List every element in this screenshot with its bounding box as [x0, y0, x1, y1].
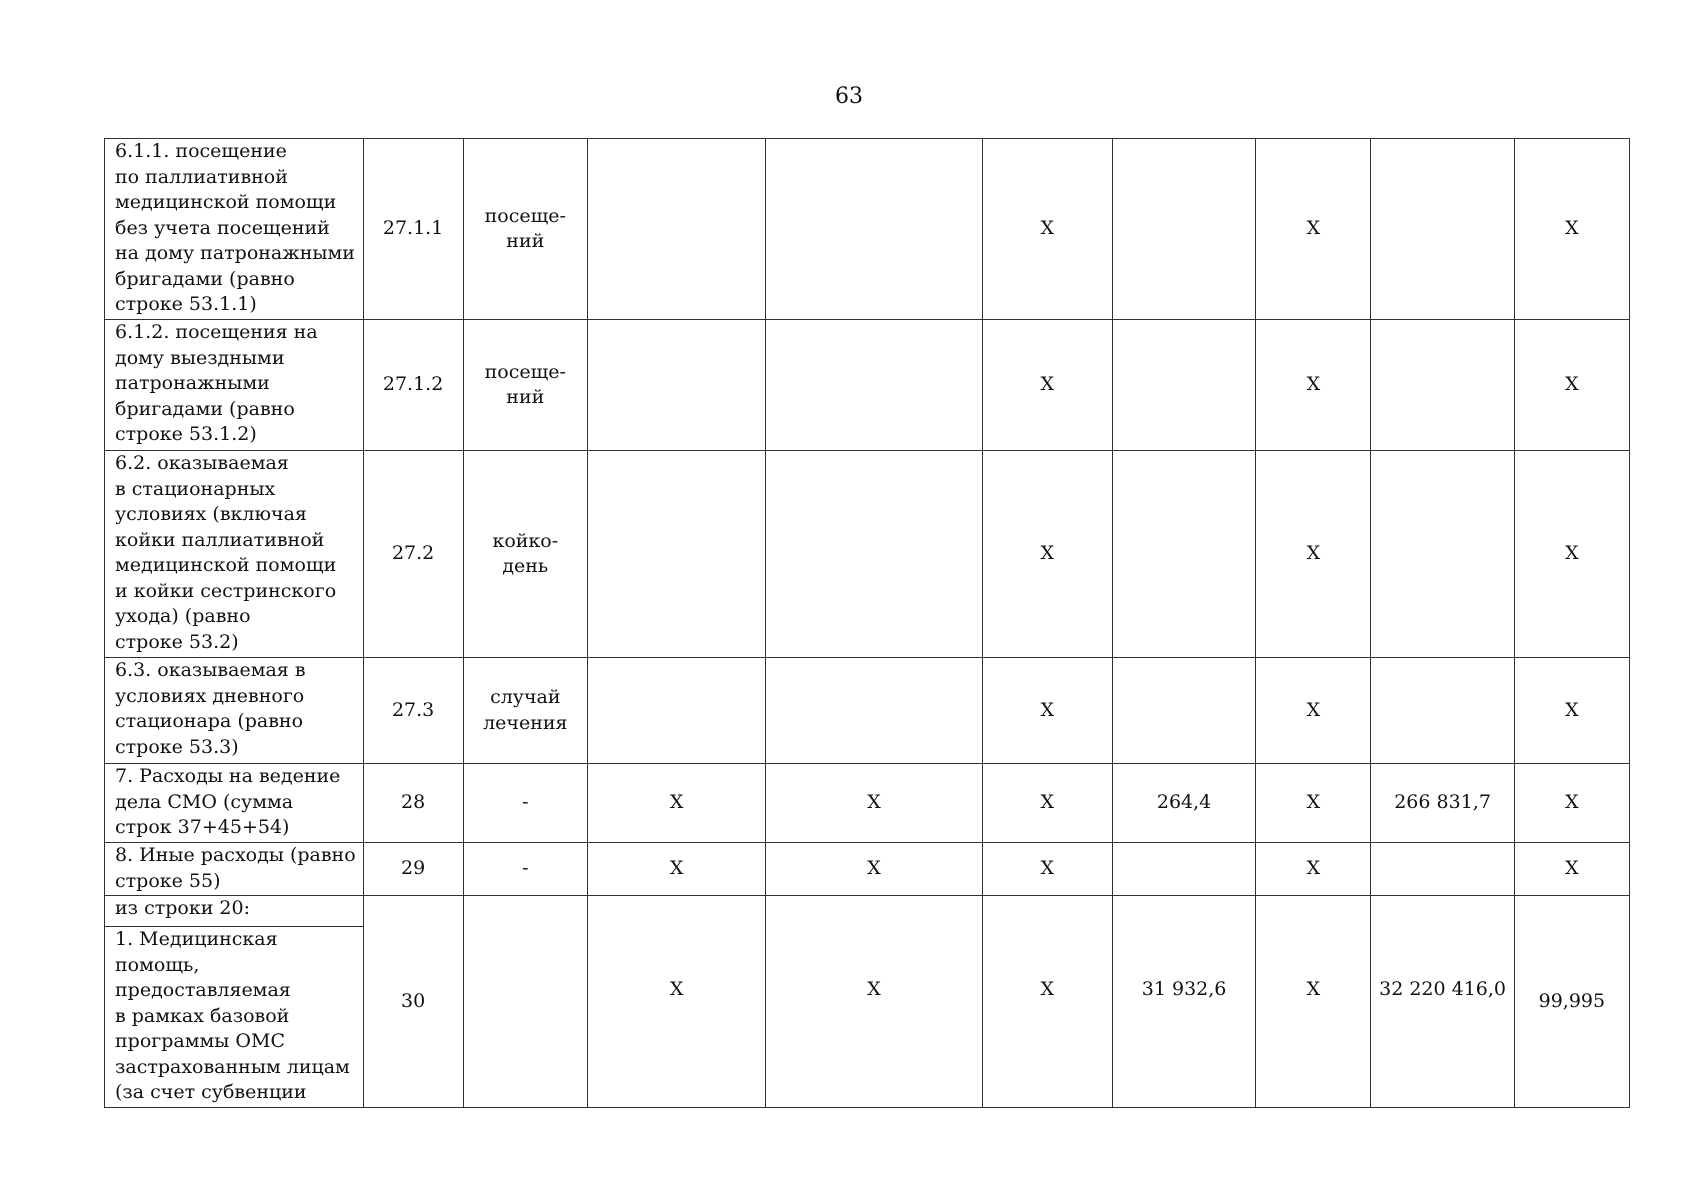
cell-col4 [587, 658, 765, 764]
row-name: 6.1.1. посещение по паллиативной медицинской помощи без учета посещений на дому патронажными бригадами (равно строке 53.1.1) [105, 139, 364, 320]
row-subheader: из строки 20: [105, 896, 364, 927]
cell-col10: X [1514, 658, 1629, 764]
cell-col6: X [982, 896, 1112, 1108]
row-name: 1. Медицинская помощь, предоставляемая в рамках базовой программы ОМС застрахованным лицам (за счет субвенции [105, 927, 364, 1108]
cell-col10: X [1514, 451, 1629, 658]
cell-col9 [1371, 451, 1514, 658]
row-name: 6.1.2. посещения на дому выездными патронажными бригадами (равно строке 53.1.2) [105, 320, 364, 451]
row-code: 27.3 [363, 658, 463, 764]
cell-col10: X [1514, 764, 1629, 843]
cell-col5: X [766, 896, 982, 1108]
row-name: 6.3. оказываемая в условиях дневного стационара (равно строке 53.3) [105, 658, 364, 764]
row-unit: посеще- ний [463, 139, 587, 320]
row-unit: - [463, 764, 587, 843]
cell-col7 [1112, 139, 1255, 320]
cell-col7 [1112, 320, 1255, 451]
cell-col9: 266 831,7 [1371, 764, 1514, 843]
cell-col7: 31 932,6 [1112, 896, 1255, 1108]
cell-col9 [1371, 139, 1514, 320]
cell-col8: X [1256, 843, 1371, 896]
cell-col8: X [1256, 139, 1371, 320]
cell-col5 [766, 139, 982, 320]
cell-col4: X [587, 843, 765, 896]
table-row [105, 451, 1630, 658]
row-unit: случай лечения [463, 658, 587, 764]
table-row [105, 764, 1630, 843]
page-number: 63 [835, 84, 863, 109]
cell-col6: X [982, 320, 1112, 451]
cell-col10: X [1514, 843, 1629, 896]
cell-col6: X [982, 658, 1112, 764]
row-code: 27.1.1 [363, 139, 463, 320]
row-name: 8. Иные расходы (равно строке 55) [105, 843, 364, 896]
cell-col7: 264,4 [1112, 764, 1255, 843]
table-row [105, 896, 1630, 927]
cell-col5 [766, 451, 982, 658]
cell-col6: X [982, 843, 1112, 896]
cell-col6: X [982, 764, 1112, 843]
cell-col6: X [982, 451, 1112, 658]
cell-col9 [1371, 658, 1514, 764]
cell-col5: X [766, 843, 982, 896]
cell-col4 [587, 320, 765, 451]
cell-col9 [1371, 320, 1514, 451]
row-code: 27.2 [363, 451, 463, 658]
cell-col7 [1112, 658, 1255, 764]
row-code: 27.1.2 [363, 320, 463, 451]
cell-col8: X [1256, 320, 1371, 451]
cell-col5 [766, 658, 982, 764]
cell-col10: X [1514, 139, 1629, 320]
row-code: 28 [363, 764, 463, 843]
cell-col7 [1112, 451, 1255, 658]
row-code: 30 [363, 896, 463, 1108]
cell-col4: X [587, 764, 765, 843]
row-name: 7. Расходы на ведение дела СМО (сумма строк 37+45+54) [105, 764, 364, 843]
row-unit [463, 896, 587, 1108]
row-name: 6.2. оказываемая в стационарных условиях (включая койки паллиативной медицинской помощи и койки сестринского ухода) (равно строке 53.2) [105, 451, 364, 658]
cell-col9: 32 220 416,0 [1371, 896, 1514, 1108]
row-unit: посеще- ний [463, 320, 587, 451]
table-row [105, 320, 1630, 451]
financial-table [104, 138, 1630, 1108]
cell-col4 [587, 139, 765, 320]
table-row [105, 843, 1630, 896]
cell-col5: X [766, 764, 982, 843]
row-unit: - [463, 843, 587, 896]
cell-col8: X [1256, 451, 1371, 658]
cell-col10: X [1514, 320, 1629, 451]
cell-col10: 99,995 [1514, 896, 1629, 1108]
cell-col8: X [1256, 764, 1371, 843]
cell-col8: X [1256, 896, 1371, 1108]
cell-col9 [1371, 843, 1514, 896]
cell-col6: X [982, 139, 1112, 320]
cell-col5 [766, 320, 982, 451]
row-unit: койко- день [463, 451, 587, 658]
row-code: 29 [363, 843, 463, 896]
cell-col4 [587, 451, 765, 658]
cell-col4: X [587, 896, 765, 1108]
table-row [105, 658, 1630, 764]
cell-col7 [1112, 843, 1255, 896]
table-row [105, 139, 1630, 320]
cell-col8: X [1256, 658, 1371, 764]
